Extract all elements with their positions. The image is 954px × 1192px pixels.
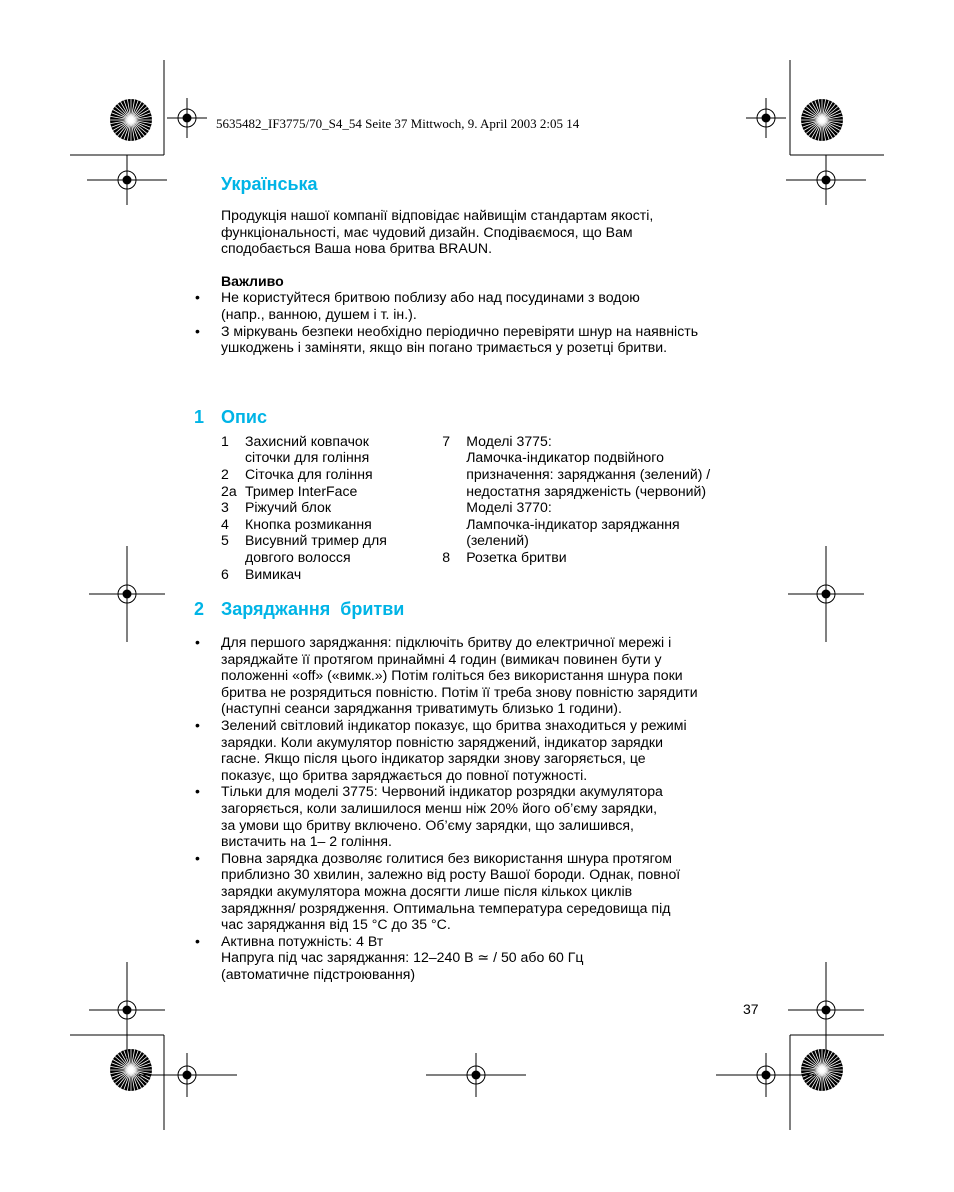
bullet-line: Зелений світловий індикатор показує, що бритва знаходиться у режимі (221, 717, 687, 734)
list-item (195, 717, 761, 783)
parts-list (221, 433, 761, 582)
list-item (195, 783, 761, 850)
parts-column-right (442, 433, 761, 582)
list-item (195, 634, 761, 717)
parts-column-left (221, 433, 442, 582)
bullet-icon: • (195, 717, 200, 734)
important-list (195, 289, 761, 356)
bullet-line: показує, що бритва заряджається до повної потужності. (221, 766, 588, 783)
list-item (195, 289, 761, 322)
item-line: Моделі 3775: (466, 432, 552, 449)
item-number: 1 (221, 432, 229, 449)
item-line: Висувний тример для (245, 532, 387, 549)
registration-dot (123, 176, 132, 185)
list-item (442, 549, 761, 566)
section-1-heading (194, 406, 761, 428)
bullet-icon: • (195, 289, 200, 306)
page-number: 37 (743, 1001, 759, 1017)
item-number: 7 (442, 432, 451, 449)
item-line: Захисний ковпачок (245, 432, 369, 449)
list-item (221, 483, 442, 500)
item-line: (зелений) (466, 532, 529, 549)
item-text: Тример InterFace (245, 482, 358, 499)
intro-line: Продукція нашої компанії відповідає найвищім стандартам якості, (221, 207, 654, 223)
item-line: призначення: заряджання (зелений) / (466, 465, 711, 482)
registration-dot (123, 1006, 132, 1015)
registration-dot (762, 114, 771, 123)
print-slug: 5635482_IF3775/70_S4_54 Seite 37 Mittwoch, 9. April 2003 2:05 14 (216, 116, 580, 131)
language-heading: Українська (221, 174, 318, 194)
bullet-line: бритва не розрядиться повністю. Потім її треба знову повністю зарядити (221, 683, 698, 700)
bullet-line: Повна зарядка дозволяє голитися без використання шнура протягом (221, 849, 672, 866)
list-item (221, 566, 442, 583)
item-number: 2 (221, 465, 229, 482)
section-number: 2 (194, 599, 205, 620)
item-line: недостатня зарядженість (червоний) (466, 482, 707, 499)
bullet-icon: • (195, 849, 200, 866)
item-text: Вимикач (245, 565, 302, 582)
bullet-line: приблизно 30 хвилин, залежно від росту Вашої бороди. Однак, повної (221, 866, 681, 883)
bullet-icon: • (195, 322, 200, 339)
item-number: 3 (221, 499, 229, 516)
list-item (195, 932, 761, 983)
item-number: 2a (221, 482, 237, 499)
bullet-line: Активна потужність: 4 Вт (221, 932, 384, 949)
bullet-line: зарядки акумулятора можна досягти лише після кількох циклів (221, 883, 633, 899)
item-number: 6 (221, 565, 229, 582)
intro-line: сподобається Ваша нова бритва BRAUN. (221, 240, 493, 257)
registration-dot (123, 590, 132, 599)
bullet-line: (наступні сеанси заряджання триватимуть близько 1 години). (221, 700, 622, 717)
list-item (442, 433, 761, 549)
list-item (195, 322, 761, 356)
item-text (245, 433, 442, 466)
bullet-line: гасне. Якщо після цього індикатор зарядки знову загоряється, це (221, 750, 646, 767)
registration-dot (183, 1071, 192, 1080)
registration-dot (472, 1071, 481, 1080)
bullet-line: вистачить на 1– 2 гоління. (221, 833, 392, 850)
list-item (221, 516, 442, 533)
registration-dot (822, 1006, 831, 1015)
important-heading: Важливо (221, 272, 284, 289)
page-content (194, 173, 761, 983)
item-text: Розетка бритви (466, 548, 567, 565)
section-title: Заряджання бритви (221, 599, 405, 620)
item-line: сіточки для гоління (245, 449, 370, 466)
intro-line: функціональності, має чудовий дизайн. Сподіваємося, що Вам (221, 223, 633, 240)
bullet-line: Тільки для моделі 3775: Червоний індикатор розрядки акумулятора (221, 783, 663, 800)
bullet-line: зарядки. Коли акумулятор повністю заряджений, індикатор зарядки (221, 733, 663, 750)
list-item (195, 849, 761, 933)
bullet-line: Не користуйтеся бритвою поблизу або над посудинами з водою (221, 289, 640, 306)
bullet-line: (автоматичне підстроювання) (221, 965, 416, 982)
bullet-line: Напруга під час заряджання: 12–240 В ≃ / 50 або 60 Гц (221, 949, 584, 966)
section-number: 1 (194, 406, 205, 427)
bullet-icon: • (195, 634, 200, 651)
bullet-line: заряджння/ розрядження. Оптимальна температура середовища під (221, 899, 671, 916)
registration-dot (822, 590, 831, 599)
bullet-line: Для першого заряджання: підключіть бритву до електричної мережі і (221, 634, 672, 651)
bullet-line: заряджайте її протягом принаймні 4 годин (вимикач повинен бути у (221, 650, 662, 667)
item-text: Ріжучий блок (245, 499, 331, 516)
charging-list (195, 634, 761, 982)
item-text: Сіточка для гоління (245, 465, 373, 482)
list-item (221, 532, 442, 565)
item-text: Кнопка розмикання (245, 515, 372, 532)
item-number: 8 (442, 548, 451, 565)
item-line: довгого волосся (245, 548, 351, 565)
section-2-heading (194, 598, 761, 620)
list-item (221, 466, 442, 483)
item-line: Лампочка-індикатор заряджання (466, 515, 680, 532)
bullet-line: положенні «off» («вимк.») Потім голіться без використання шнура поки (221, 667, 683, 684)
item-text (245, 532, 442, 565)
bullet-line: (напр., ванною, душем і т. ін.). (221, 305, 417, 322)
item-text (466, 433, 761, 549)
list-item (221, 433, 442, 466)
item-line: Моделі 3770: (466, 499, 552, 516)
list-item (221, 499, 442, 516)
bullet-icon: • (195, 932, 200, 949)
bullet-line: за умови що бритву включено. Об’єму зарядки, що залишився, (221, 816, 634, 833)
section-title: Опис (221, 406, 267, 427)
item-number: 5 (221, 532, 229, 549)
registration-dot (183, 114, 192, 123)
item-number: 4 (221, 515, 229, 532)
bullet-line: загоряється, коли залишилося менш ніж 20% його об’єму зарядки, (221, 800, 658, 817)
registration-dot (822, 176, 831, 185)
bullet-line: ушкоджень і заміняти, якщо він погано тримається у розетці бритви. (221, 339, 667, 356)
bullet-line: З міркувань безпеки необхідно періодично перевіряти шнур на наявність (221, 322, 699, 339)
bullet-line: час заряджання від 15 °C до 35 °C. (221, 916, 451, 933)
item-line: Ламочка-індикатор подвійного (466, 449, 664, 466)
registration-dot (762, 1071, 771, 1080)
bullet-icon: • (195, 783, 200, 800)
intro-paragraph (221, 207, 761, 257)
